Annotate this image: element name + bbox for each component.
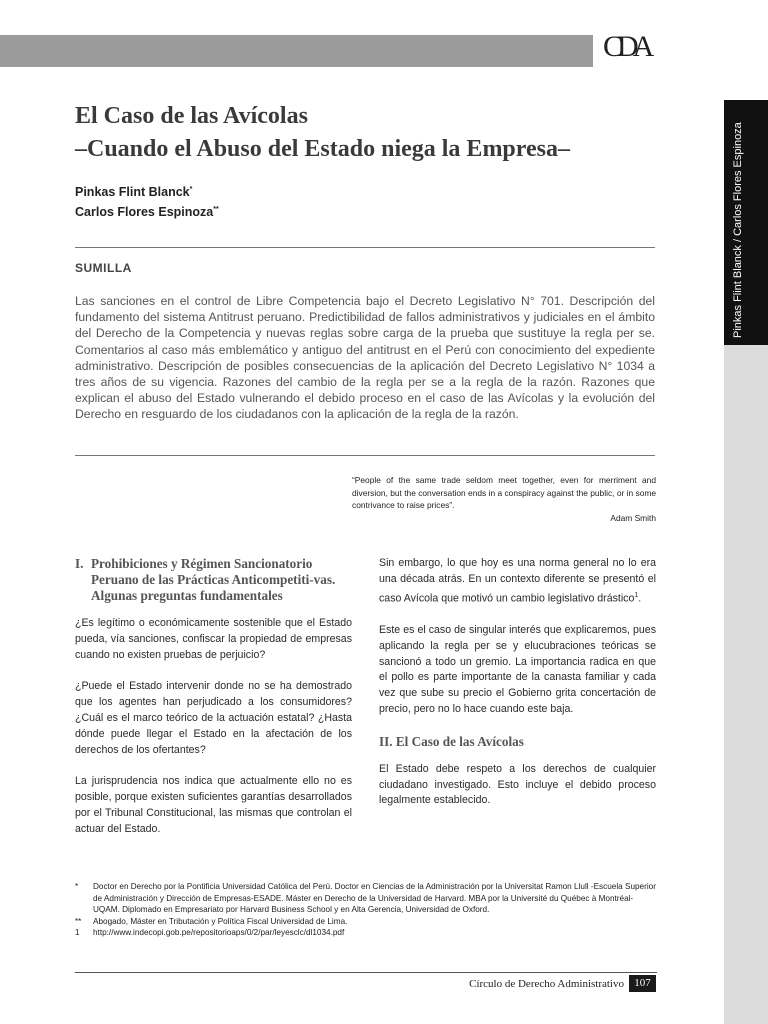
epigraph-quote: “People of the same trade seldom meet together, even for merriment and diversion, but the conversation ends in a conspiracy against the public, or in some contrivance to raise prices”. <box>352 475 656 511</box>
sidebar-running-authors: Pinkas Flint Blanck / Carlos Flores Espinoza <box>732 122 744 338</box>
paragraph: Sin embargo, lo que hoy es una norma general no lo era una década atrás. En un contexto diferente se presentó el caso Avícola que motivó un cambio legislativo drástico$^1$. <box>379 557 656 605</box>
abstract-label: SUMILLA <box>75 261 132 275</box>
article-title-line1: El Caso de las Avícolas <box>75 103 308 129</box>
paragraph: ¿Puede el Estado intervenir donde no se ha demostrado que los agentes han perjudicado a los consumidores? ¿Cuál es el marco teórico de la actuación estatal? ¿Hasta dónde puede llegar el Estado en la afectación de los derechos de los ofertantes? <box>75 680 352 756</box>
epigraph <box>352 474 656 525</box>
author-footnote-mark: ** <box>213 206 219 214</box>
author-list <box>75 181 219 221</box>
footer-journal-name: Círculo de Derecho Administrativo <box>469 978 624 990</box>
author-name: Carlos Flores Espinoza <box>75 205 214 220</box>
article-title-line2: –Cuando el Abuso del Estado niega la Empresa– <box>75 136 570 162</box>
section-1-heading <box>75 556 352 604</box>
author-footnote-mark: * <box>189 186 193 193</box>
right-column <box>379 556 656 825</box>
footnote-text: Doctor en Derecho por la Pontificia Universidad Católica del Perú. Doctor en Ciencias de la Administración por la Universitat Ramon Llull -Escuela Superior de Administración y Dirección de Empresas-ESADE. Máster en Derecho de la Universidad de Harvard. MBA por la Université du Québec à Montréal- UQAM. Diplomado en Empresariato por Harvard Business School y en Alta Gerencia, Universidad de Oxford. <box>93 882 656 915</box>
footnote <box>75 916 657 928</box>
footnote-mark: * <box>75 882 79 891</box>
author-name: Pinkas Flint Blanck <box>75 185 190 200</box>
section-1-number: I. <box>75 556 84 571</box>
divider-bottom <box>75 455 655 456</box>
journal-logo: CDA <box>603 30 649 63</box>
sidebar-band <box>724 345 768 1024</box>
section-2-heading: II. El Caso de las Avícolas <box>379 733 524 749</box>
footnote-text: Abogado, Máster en Tributación y Política Fiscal Universidad de Lima. <box>93 916 348 926</box>
left-column <box>75 556 352 854</box>
paragraph: Este es el caso de singular interés que explicaremos, pues aplicando la regla per se y elucubraciones teóricas se sancionó a todo un gremio. La importancia radica en que el pollo es parte importante de la canasta familiar y cada vez que sube su precio el Gobierno grita concertación de precio, pero no lo hace cuando este baja. <box>379 623 656 715</box>
footnote-mark: 1 <box>75 928 80 938</box>
section-1-title: Prohibiciones y Régimen Sancionatorio Peruano de las Prácticas Anticompetiti-vas. Algunas preguntas fundamentales <box>91 556 336 603</box>
epigraph-author: Adam Smith <box>610 513 656 524</box>
footer-divider <box>75 972 657 973</box>
author-2 <box>75 201 219 221</box>
paragraph: ¿Es legítimo o económicamente sostenible que el Estado pueda, vía sanciones, confiscar la propiedad de empresas cuando no existen pruebas de perjuicio? <box>75 617 352 661</box>
author-1 <box>75 181 219 201</box>
paragraph-text: Sin embargo, lo que hoy es una norma general no lo era una década atrás. En un contexto diferente se presentó el caso Avícola que motivó un cambio legislativo drástico <box>379 557 656 605</box>
abstract-text: Las sanciones en el control de Libre Competencia bajo el Decreto Legislativo N° 701. Descripción del fundamento del sistema Antitrust peruano. Predictibilidad de fallos administrativos y judiciales en el ámbito del Derecho de la Competencia y nuevas reglas sobre carga de la prueba que sustituye la regla per se. Comentarios al caso más emblemático y antiguo del antitrust en el Perú con conocimiento del expediente administrativo. Descripción de posibles consecuencias de la aplicación del Decreto Legislativo N° 1034 a tres años de su vigencia. Razones del cambio de la regla per se a la regla de la razón. Razones que explican el abuso del Estado vulnerando el debido proceso en el caso de las Avícolas y la evolución del Derecho en resguardo de los ciudadanos con la aplicación de la regla de la razón. <box>75 294 655 422</box>
paragraph: La jurisprudencia nos indica que actualmente ello no es posible, porque existen suficientes garantías desarrollados por el Tribunal Constitucional, las mismas que controlan el actuar del Estado. <box>75 775 352 835</box>
article-title <box>75 100 715 166</box>
header-bar <box>0 35 593 67</box>
footnote <box>75 881 657 916</box>
divider-top <box>75 247 655 248</box>
paragraph: El Estado debe respeto a los derechos de cualquier ciudadano investigado. Esto incluye el debido proceso legalmente establecido. <box>379 762 656 807</box>
footnotes <box>75 881 657 939</box>
footnote-mark: ** <box>75 916 82 926</box>
page-number: 107 <box>629 975 656 992</box>
footnote <box>75 927 657 939</box>
footnote-ref: 1 <box>634 591 639 599</box>
footnote-link[interactable]: http://www.indecopi.gob.pe/repositorioaps/0/2/par/leyesclc/dl1034.pdf <box>93 928 345 938</box>
